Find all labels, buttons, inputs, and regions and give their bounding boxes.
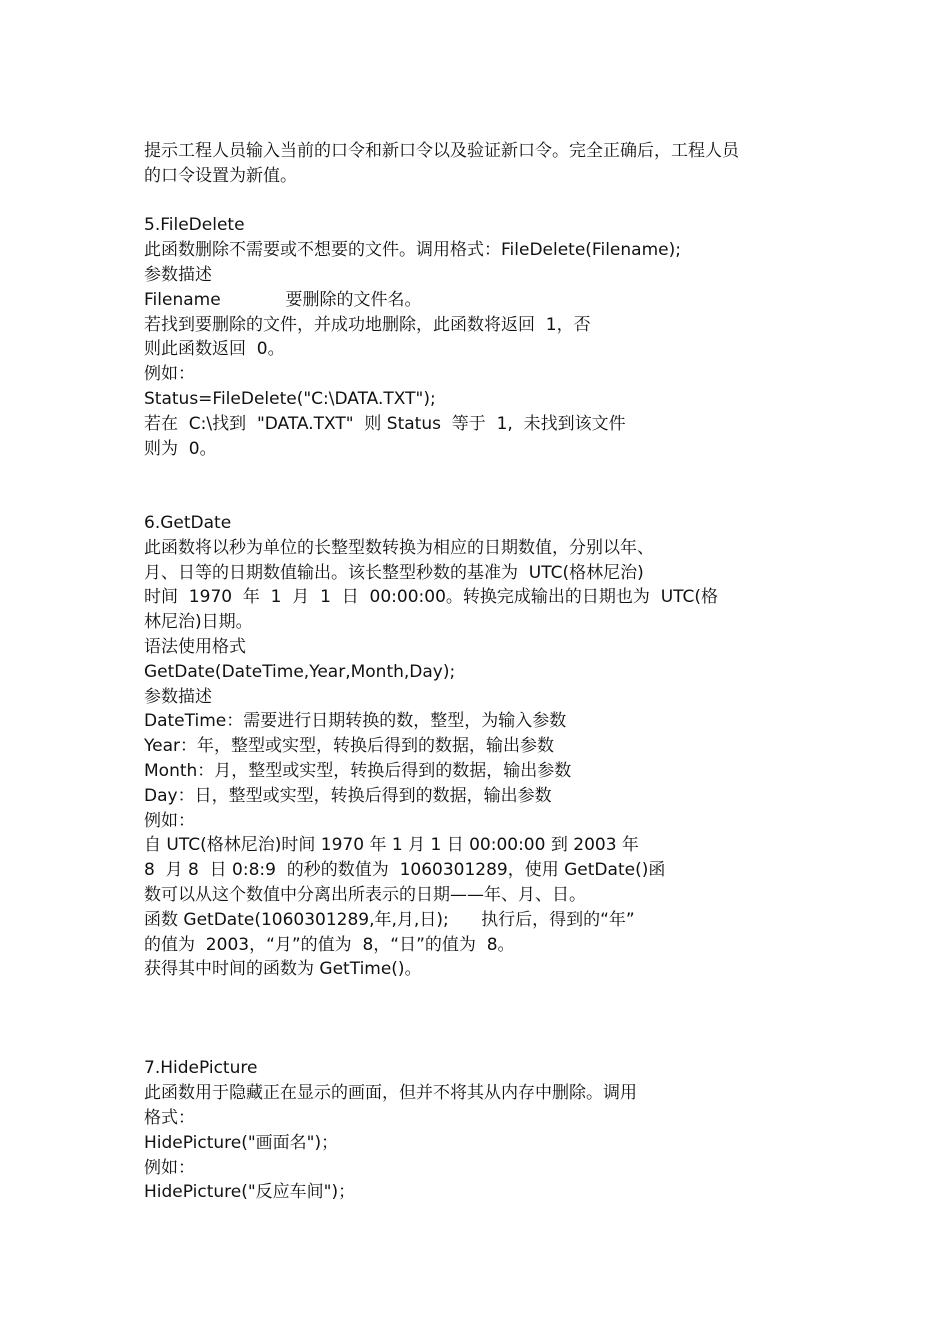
section-line: 此函数将以秒为单位的长整型数转换为相应的日期数值，分别以年、 <box>144 537 654 558</box>
section-heading-filedelete: 5.FileDelete <box>144 215 245 236</box>
section-line: Status=FileDelete("C:\DATA.TXT"); <box>144 388 436 409</box>
section-line: 林尼治)日期。 <box>144 612 253 633</box>
section-line: GetDate(DateTime,Year,Month,Day); <box>144 661 456 682</box>
spacer <box>144 461 824 486</box>
section-heading-hidepicture: 7.HidePicture <box>144 1058 258 1079</box>
section-line: Year：年，整型或实型，转换后得到的数据，输出参数 <box>144 736 554 757</box>
document-body <box>144 139 824 1205</box>
section-line: 若在 C:\找到 "DATA.TXT" 则 Status 等于 1, 未找到该文件 <box>144 413 626 434</box>
section-line: 8 月 8 日 0:8:9 的秒的数值为 1060301289，使用 GetDate()函 <box>144 860 666 881</box>
intro-line: 提示工程人员输入当前的口令和新口令以及验证新口令。完全正确后，工程人员 <box>144 141 739 161</box>
section-line: 例如： <box>144 1157 195 1178</box>
section-line: 函数 GetDate(1060301289,年,月,日); 执行后，得到的“年” <box>144 909 635 930</box>
section-line: 数可以从这个数值中分离出所表示的日期——年、月、日。 <box>144 884 586 905</box>
section-line: 参数描述 <box>144 686 212 707</box>
section-line: Month：月，整型或实型，转换后得到的数据，输出参数 <box>144 760 572 781</box>
section-line: 获得其中时间的函数为 GetTime()。 <box>144 959 422 980</box>
section-line: Filename 要删除的文件名。 <box>144 289 422 310</box>
section-line: DateTime：需要进行日期转换的数，整型，为输入参数 <box>144 711 567 732</box>
section-line: 语法使用格式 <box>144 636 246 657</box>
section-line: HidePicture("画面名")； <box>144 1132 339 1153</box>
section-line: 月、日等的日期数值输出。该长整型秒数的基准为 UTC(格林尼治) <box>144 562 644 583</box>
section-line: 例如： <box>144 810 195 831</box>
spacer <box>144 1032 824 1057</box>
section-line: 参数描述 <box>144 264 212 285</box>
section-heading-getdate: 6.GetDate <box>144 512 232 533</box>
section-line: 时间 1970 年 1 月 1 日 00:00:00。转换完成输出的日期也为 UTC(格 <box>144 587 719 608</box>
spacer <box>144 189 824 214</box>
section-line: HidePicture("反应车间")； <box>144 1182 356 1203</box>
section-line: 则此函数返回 0。 <box>144 339 285 360</box>
section-line: 若找到要删除的文件，并成功地删除，此函数将返回 1，否 <box>144 314 591 335</box>
spacer <box>144 982 824 1007</box>
spacer <box>144 486 824 511</box>
section-line: 例如： <box>144 364 195 385</box>
section-line: 此函数用于隐藏正在显示的画面，但并不将其从内存中删除。调用 <box>144 1083 637 1104</box>
section-line: 则为 0。 <box>144 438 217 459</box>
section-line: 格式： <box>144 1108 195 1129</box>
section-line: 自 UTC(格林尼治)时间 1970 年 1 月 1 日 00:00:00 到 2003 年 <box>144 835 639 856</box>
section-line: 此函数删除不需要或不想要的文件。调用格式：FileDelete(Filename); <box>144 240 681 261</box>
spacer <box>144 1007 824 1032</box>
section-line: Day：日，整型或实型，转换后得到的数据，输出参数 <box>144 785 552 806</box>
section-line: 的值为 2003，“月”的值为 8，“日”的值为 8。 <box>144 934 515 955</box>
intro-line: 的口令设置为新值。 <box>144 165 297 186</box>
